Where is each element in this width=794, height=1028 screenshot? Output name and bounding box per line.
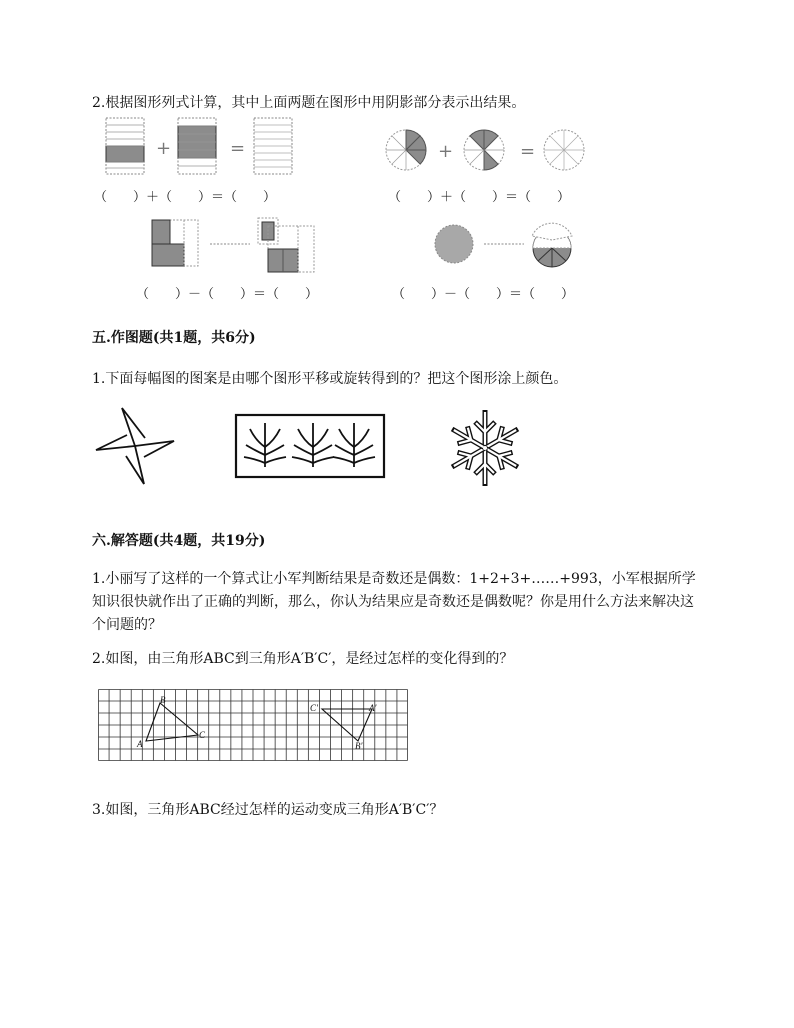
plus-sign: + xyxy=(156,138,172,159)
sprout-1 xyxy=(244,423,286,467)
snowflake-figure xyxy=(444,405,526,491)
row1-left-blanks[interactable]: （ ）＋（ ）＝（ ） xyxy=(94,190,277,205)
row2-left-blanks[interactable]: （ ）－（ ）＝（ ） xyxy=(136,287,319,302)
plus-sign: + xyxy=(438,141,454,162)
sprout-3 xyxy=(333,423,375,467)
squares-subtraction xyxy=(150,216,325,276)
row2-right-blanks[interactable]: （ ）－（ ）＝（ ） xyxy=(392,287,575,302)
label-b: B xyxy=(160,695,166,705)
triangle-grid-figure xyxy=(98,689,408,761)
circles-subtraction xyxy=(432,218,582,274)
equals-sign: = xyxy=(230,138,246,159)
fraction-bar-result xyxy=(254,118,292,174)
section6-q3: 3.如图，三角形ABC经过怎样的运动变成三角形A′B′C′？ xyxy=(92,802,444,818)
equals-sign: = xyxy=(520,141,536,162)
label-b-prime: B′ xyxy=(355,741,363,751)
sprout-pattern-figure xyxy=(234,413,386,479)
sprout-2 xyxy=(292,423,334,467)
fraction-bars-addition xyxy=(104,116,304,178)
label-c-prime: C′ xyxy=(310,703,318,713)
section6-q1: 1.小丽写了这样的一个算式让小军判断结果是奇数还是偶数：1+2+3+……+993，小军根据所学知识很快就作出了正确的判断，那么，你认为结果应是奇数还是偶数呢？你是用什么方法来解决这个问题的？ xyxy=(92,571,696,633)
pinwheel-figure xyxy=(92,404,178,488)
fraction-bar-1 xyxy=(106,118,144,174)
circle-1 xyxy=(386,130,426,170)
section6-q2: 2.如图，由三角形ABC到三角形A′B′C′，是经过怎样的变化得到的？ xyxy=(92,651,514,667)
label-a-prime: A′ xyxy=(369,703,377,713)
full-circle xyxy=(435,225,473,263)
triangle-abc xyxy=(146,703,198,741)
section5-heading: 五.作图题(共1题，共6分) xyxy=(92,330,256,346)
fraction-circles-addition xyxy=(384,128,604,178)
section6-heading: 六.解答题(共4题，共19分) xyxy=(92,533,266,549)
fraction-bar-2 xyxy=(178,118,216,174)
circle-2 xyxy=(464,130,504,170)
label-c: C xyxy=(199,730,206,740)
circle-result xyxy=(544,130,584,170)
section5-q1: 1.下面每幅图的图案是由哪个图形平移或旋转得到的？把这个图形涂上颜色。 xyxy=(92,371,568,387)
q2-prompt: 2.根据图形列式计算，其中上面两题在图形中用阴影部分表示出结果。 xyxy=(92,95,526,111)
label-a: A xyxy=(137,739,143,749)
row1-right-blanks[interactable]: （ ）＋（ ）＝（ ） xyxy=(388,190,571,205)
square-minus xyxy=(258,218,314,272)
square-whole xyxy=(152,220,198,266)
circle-minus-slices xyxy=(532,223,572,267)
